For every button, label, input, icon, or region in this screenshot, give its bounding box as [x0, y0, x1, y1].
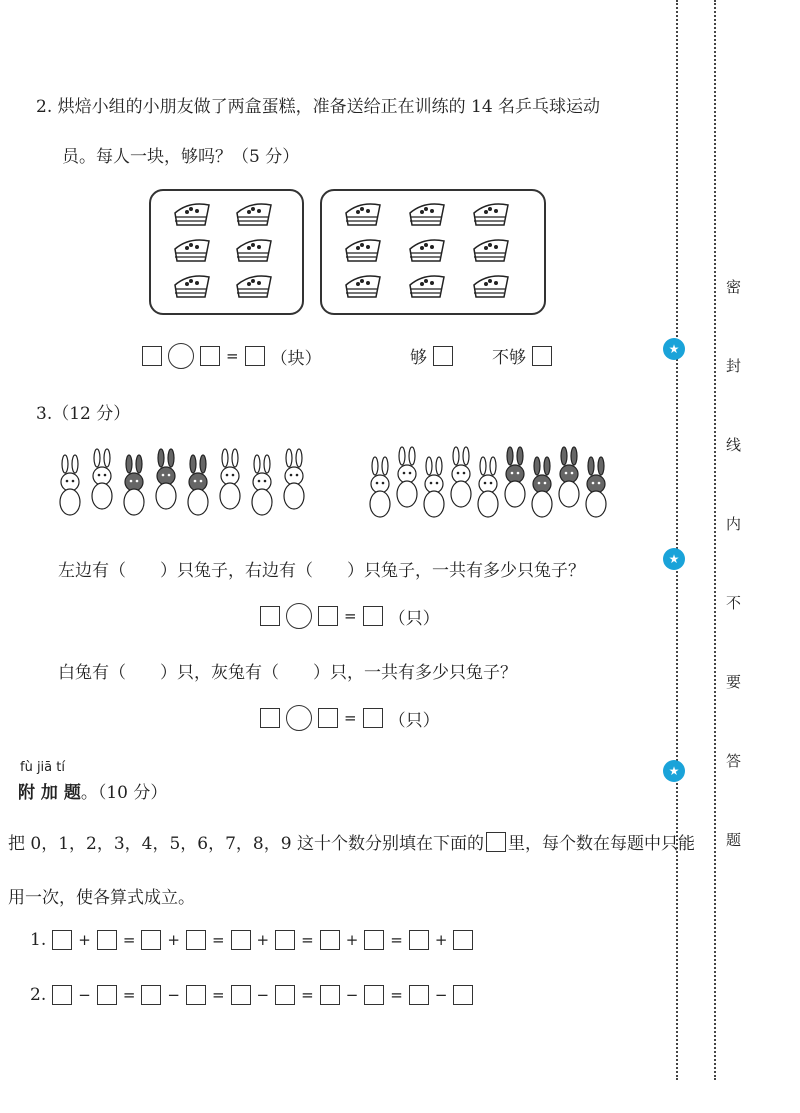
- answer-box[interactable]: [186, 930, 206, 950]
- bonus-heading: [18, 778, 167, 803]
- q2-line2: 员。每人一块，够吗？（5 分）: [62, 147, 300, 167]
- seal-char: 题: [726, 831, 742, 849]
- answer-box[interactable]: [364, 985, 384, 1005]
- enough-label: 够: [410, 348, 427, 368]
- cake-slice: [410, 276, 444, 297]
- rabbit: [92, 449, 112, 509]
- seal-dotted-line-inner: [676, 0, 678, 1080]
- bonus-desc-line1: [8, 829, 695, 854]
- answer-box[interactable]: [200, 346, 220, 366]
- cake-slices-right: [322, 191, 544, 313]
- operator-circle[interactable]: [286, 705, 312, 731]
- bonus-title: 附 加 题: [18, 783, 81, 803]
- answer-box[interactable]: [97, 930, 117, 950]
- seal-char: 要: [726, 673, 742, 691]
- cake-slice: [346, 276, 380, 297]
- rabbit-illustration: [52, 446, 612, 530]
- rabbit: [252, 455, 272, 515]
- answer-box[interactable]: [141, 985, 161, 1005]
- answer-box[interactable]: [142, 346, 162, 366]
- rabbit: [397, 447, 417, 507]
- operator-sign: +: [78, 931, 91, 949]
- cake-slice: [175, 240, 209, 261]
- cake-slice: [474, 204, 508, 225]
- seal-char: 答: [726, 752, 742, 770]
- unit-label: （只）: [388, 608, 440, 629]
- rabbit: [451, 447, 471, 507]
- rabbit: [559, 447, 579, 507]
- rabbit: [478, 457, 498, 517]
- q3-equation-2: [260, 705, 440, 731]
- equals-sign: =: [344, 607, 357, 625]
- seal-char: 封: [726, 357, 742, 375]
- equals-sign: =: [122, 986, 136, 1004]
- cake-slice: [410, 204, 444, 225]
- cake-slices-left: [151, 191, 302, 313]
- answer-box[interactable]: [260, 606, 280, 626]
- cake-slice: [237, 276, 271, 297]
- seal-marker-icon: ★: [663, 338, 685, 360]
- cake-slice: [237, 240, 271, 261]
- answer-box[interactable]: [363, 606, 383, 626]
- equals-sign: =: [211, 931, 225, 949]
- operator-sign: −: [167, 986, 180, 1004]
- seal-char: 密: [726, 278, 742, 296]
- not-enough-checkbox[interactable]: [532, 346, 552, 366]
- equals-sign: =: [301, 931, 314, 949]
- answer-box[interactable]: [409, 985, 429, 1005]
- answer-box[interactable]: [409, 930, 429, 950]
- equals-sign: =: [301, 986, 314, 1004]
- cake-slice: [410, 240, 444, 261]
- equals-sign: =: [211, 986, 225, 1004]
- seal-char: 线: [726, 436, 742, 454]
- rabbit: [586, 457, 606, 517]
- rabbit: [124, 455, 144, 515]
- bonus-desc-part1: 把 0，1，2，3，4，5，6，7，8，9 这十个数分别填在下面的: [8, 834, 484, 854]
- seal-marker-icon: ★: [663, 760, 685, 782]
- cake-slice: [237, 204, 271, 225]
- answer-box[interactable]: [320, 985, 340, 1005]
- operator-sign: −: [256, 986, 270, 1004]
- not-enough-label: 不够: [492, 348, 526, 368]
- answer-box[interactable]: [318, 708, 338, 728]
- bonus-row-2: [30, 985, 473, 1005]
- operator-sign: +: [434, 931, 448, 949]
- answer-box[interactable]: [453, 930, 473, 950]
- rabbit: [424, 457, 444, 517]
- seal-marker-icon: ★: [663, 548, 685, 570]
- example-box: [486, 832, 506, 852]
- rabbit: [156, 449, 176, 509]
- seal-char: 不: [726, 594, 742, 612]
- q3-equation-1: [260, 603, 440, 629]
- answer-box[interactable]: [260, 708, 280, 728]
- rabbit: [284, 449, 304, 509]
- rabbit: [505, 447, 525, 507]
- answer-box[interactable]: [97, 985, 117, 1005]
- operator-circle[interactable]: [168, 343, 194, 369]
- operator-sign: +: [256, 931, 270, 949]
- cake-slice: [346, 204, 380, 225]
- enough-option: [410, 343, 453, 368]
- unit-label: （块）: [270, 348, 322, 369]
- q2-line1: 2. 烘焙小组的小朋友做了两盒蛋糕，准备送给正在训练的 14 名乒乓球运动: [36, 97, 601, 117]
- answer-box[interactable]: [231, 930, 251, 950]
- seal-char: 内: [726, 515, 742, 533]
- equals-sign: =: [122, 931, 136, 949]
- equals-sign: =: [344, 709, 357, 727]
- rabbit: [370, 457, 390, 517]
- not-enough-option: [492, 343, 552, 368]
- rabbit: [188, 455, 208, 515]
- answer-box[interactable]: [186, 985, 206, 1005]
- bonus-score: 。（10 分）: [80, 783, 168, 803]
- operator-circle[interactable]: [286, 603, 312, 629]
- operator-sign: −: [434, 986, 448, 1004]
- enough-checkbox[interactable]: [433, 346, 453, 366]
- row-label: 1.: [30, 930, 47, 950]
- equals-sign: =: [390, 931, 403, 949]
- cake-slice: [175, 204, 209, 225]
- cake-slice: [175, 276, 209, 297]
- answer-box[interactable]: [245, 346, 265, 366]
- rabbit: [532, 457, 552, 517]
- equals-sign: =: [226, 347, 239, 365]
- row-label: 2.: [30, 985, 47, 1005]
- answer-box[interactable]: [231, 985, 251, 1005]
- q3-title: 3.（12 分）: [36, 404, 131, 424]
- answer-box[interactable]: [320, 930, 340, 950]
- answer-box[interactable]: [453, 985, 473, 1005]
- bonus-row-1: [30, 930, 473, 950]
- rabbit: [220, 449, 240, 509]
- answer-box[interactable]: [364, 930, 384, 950]
- cake-box-right: [320, 189, 546, 315]
- operator-sign: +: [167, 931, 180, 949]
- cake-slice: [474, 276, 508, 297]
- operator-sign: +: [345, 931, 359, 949]
- answer-box[interactable]: [363, 708, 383, 728]
- answer-box[interactable]: [52, 985, 72, 1005]
- cake-slice: [474, 240, 508, 261]
- seal-dotted-line-outer: [714, 0, 716, 1080]
- answer-box[interactable]: [275, 930, 295, 950]
- q3-line2: 白兔有（ ）只，灰兔有（ ）只，一共有多少只兔子？: [58, 663, 517, 683]
- answer-box[interactable]: [141, 930, 161, 950]
- bonus-pinyin: fù jiā tí: [20, 760, 65, 775]
- bonus-desc-part2: 里，每个数在每题中只能: [507, 834, 695, 854]
- operator-sign: −: [78, 986, 91, 1004]
- answer-box[interactable]: [52, 930, 72, 950]
- answer-box[interactable]: [318, 606, 338, 626]
- q3-line1: 左边有（ ）只兔子，右边有（ ）只兔子，一共有多少只兔子？: [58, 561, 585, 581]
- q2-equation: [142, 343, 322, 369]
- operator-sign: −: [345, 986, 359, 1004]
- rabbit: [60, 455, 80, 515]
- cake-slice: [346, 240, 380, 261]
- equals-sign: =: [390, 986, 403, 1004]
- cake-box-left: [149, 189, 304, 315]
- unit-label: （只）: [388, 710, 440, 731]
- answer-box[interactable]: [275, 985, 295, 1005]
- bonus-desc-line2: 用一次，使各算式成立。: [8, 888, 195, 908]
